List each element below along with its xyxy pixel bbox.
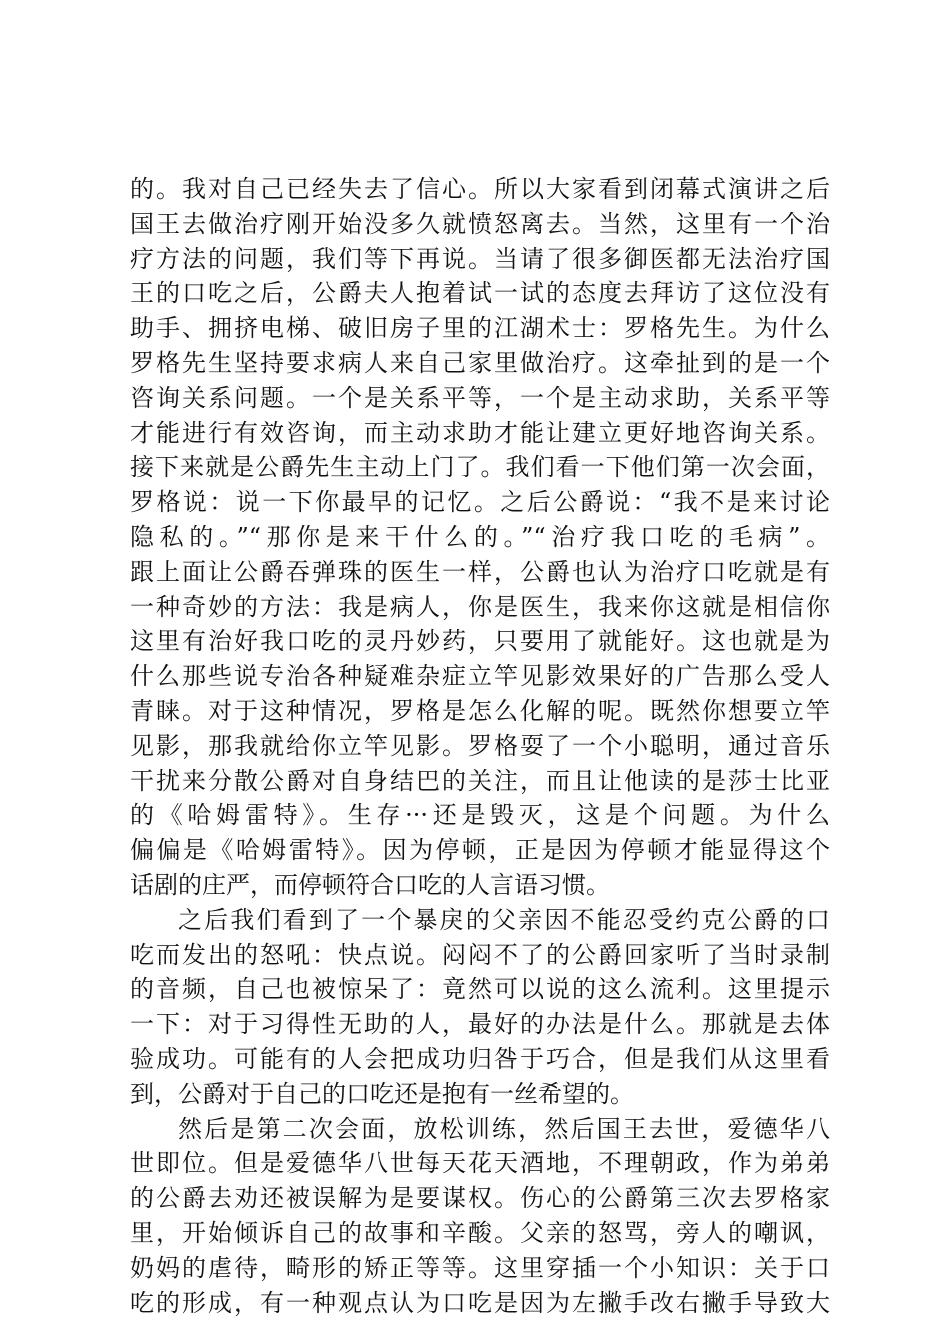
paragraph [130,1112,830,1321]
paragraph [130,172,830,903]
text-line: 什么那些说专治各种疑难杂症立竿见影效果好的广告那么受人 [130,662,830,691]
text-line: 的音频，自己也被惊呆了：竟然可以说的这么流利。这里提示 [130,975,830,1004]
text-line: 吃而发出的怒吼：快点说。闷闷不了的公爵回家听了当时录制 [130,940,830,969]
text-line: 一种奇妙的方法：我是病人，你是医生，我来你这就是相信你 [130,592,830,621]
text-line: 咨询关系问题。一个是关系平等，一个是主动求助，关系平等 [130,383,830,412]
text-line: 到，公爵对于自己的口吃还是抱有一丝希望的。 [130,1079,634,1108]
text-line: 话剧的庄严，而停顿符合口吃的人言语习惯。 [130,870,610,899]
text-line: 然后是第二次会面，放松训练，然后国王去世，爱德华八 [178,1114,830,1143]
text-line: 见影，那我就给你立竿见影。罗格耍了一个小聪明，通过音乐 [130,731,830,760]
text-line: 王的口吃之后，公爵夫人抱着试一试的态度去拜访了这位没有 [130,279,830,308]
text-line: 这里有治好我口吃的灵丹妙药，只要用了就能好。这也就是为 [130,627,830,656]
text-line: 世即位。但是爱德华八世每天花天酒地，不理朝政，作为弟弟 [130,1149,830,1178]
text-line: 罗格先生坚持要求病人来自己家里做治疗。这牵扯到的是一个 [130,348,830,377]
text-line: 干扰来分散公爵对自身结巴的关注，而且让他读的是莎士比亚 [130,766,830,795]
text-line: 跟上面让公爵吞弹珠的医生一样，公爵也认为治疗口吃就是有 [130,557,830,586]
body-text [130,172,830,1320]
text-line: 疗方法的问题，我们等下再说。当请了很多御医都无法治疗国 [130,244,830,273]
text-line: 里，开始倾诉自己的故事和辛酸。父亲的怒骂，旁人的嘲讽， [130,1218,830,1247]
text-line: 助手、拥挤电梯、破旧房子里的江湖术士：罗格先生。为什么 [130,314,830,343]
text-line: 国王去做治疗刚开始没多久就愤怒离去。当然，这里有一个治 [130,209,830,238]
text-line: 的《哈姆雷特》。生存···还是毁灭，这是个问题。为什么 [130,801,830,830]
text-line: 青睐。对于这种情况，罗格是怎么化解的呢。既然你想要立竿 [130,696,830,725]
text-line: 罗格说：说一下你最早的记忆。之后公爵说：“我不是来讨论 [130,488,830,517]
text-line: 吃的形成，有一种观点认为口吃是因为左撇手改右撇手导致大 [130,1288,830,1317]
text-line: 的公爵去劝还被误解为是要谋权。伤心的公爵第三次去罗格家 [130,1184,830,1213]
text-line: 奶妈的虐待，畸形的矫正等等。这里穿插一个小知识：关于口 [130,1253,830,1282]
text-line: 的。我对自己已经失去了信心。所以大家看到闭幕式演讲之后 [130,175,830,203]
text-line: 验成功。可能有的人会把成功归咎于巧合，但是我们从这里看 [130,1044,830,1073]
text-line: 一下：对于习得性无助的人，最好的办法是什么。那就是去体 [130,1010,830,1039]
text-line: 之后我们看到了一个暴戾的父亲因不能忍受约克公爵的口 [178,905,830,934]
text-line: 接下来就是公爵先生主动上门了。我们看一下他们第一次会面， [130,453,830,482]
text-line: 隐私的。”“那你是来干什么的。”“治疗我口吃的毛病”。 [130,522,830,551]
text-line: 偏偏是《哈姆雷特》。因为停顿，正是因为停顿才能显得这个 [130,836,830,865]
paragraph [130,903,830,1112]
text-line: 才能进行有效咨询，而主动求助才能让建立更好地咨询关系。 [130,418,830,447]
